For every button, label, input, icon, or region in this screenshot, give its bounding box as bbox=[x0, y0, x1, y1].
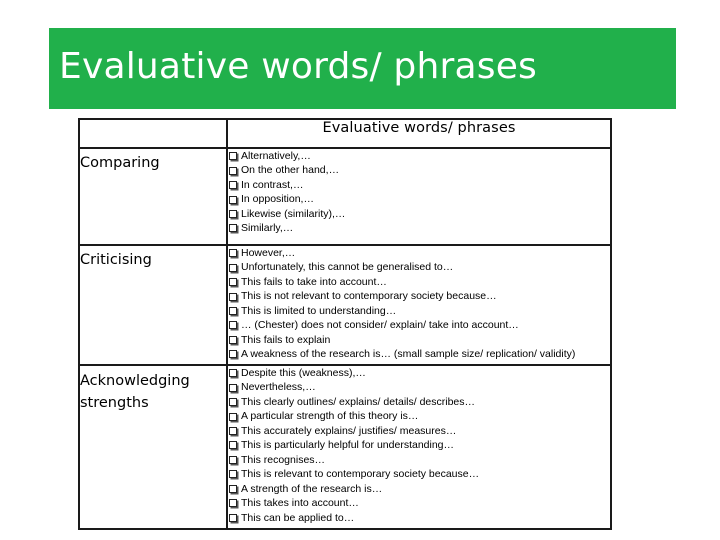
list-item bbox=[228, 207, 610, 221]
list-item-text: This is particularly helpful for understanding… bbox=[241, 439, 455, 452]
list-item bbox=[228, 409, 610, 423]
table-row-comparing bbox=[79, 148, 611, 245]
list-item-text: In contrast,… bbox=[241, 178, 304, 191]
list-item-text: Alternatively,… bbox=[241, 150, 311, 162]
list-item bbox=[228, 438, 610, 452]
category-cell bbox=[79, 245, 227, 365]
slide-title-bar bbox=[49, 28, 676, 109]
list-item bbox=[228, 178, 610, 192]
list-item bbox=[228, 289, 610, 303]
list-item-text: This is not relevant to contemporary society because… bbox=[241, 290, 497, 303]
checkbox-bullet-icon bbox=[229, 293, 237, 301]
items-cell bbox=[227, 148, 611, 245]
list-item-text: This clearly outlines/ explains/ details/ describes… bbox=[241, 395, 476, 408]
checkbox-bullet-icon bbox=[229, 181, 237, 189]
checkbox-bullet-icon bbox=[229, 278, 237, 286]
checkbox-bullet-icon bbox=[229, 264, 237, 272]
list-item-text: This fails to explain bbox=[241, 333, 331, 346]
list-item bbox=[228, 366, 610, 380]
list-item-text: A particular strength of this theory is… bbox=[241, 410, 419, 423]
list-item bbox=[228, 163, 610, 177]
list-item bbox=[228, 424, 610, 438]
checkbox-bullet-icon bbox=[229, 369, 237, 377]
phrase-list bbox=[228, 366, 610, 525]
phrase-list bbox=[228, 149, 610, 236]
checkbox-bullet-icon bbox=[229, 413, 237, 421]
list-item-text: This takes into account… bbox=[241, 497, 359, 510]
category-cell bbox=[79, 148, 227, 245]
list-item bbox=[228, 395, 610, 409]
list-item bbox=[228, 496, 610, 510]
checkbox-bullet-icon bbox=[229, 307, 237, 315]
list-item-text: This accurately explains/ justifies/ measures… bbox=[241, 424, 457, 437]
list-item-text: This is relevant to contemporary society because… bbox=[241, 468, 480, 481]
checkbox-bullet-icon bbox=[229, 485, 237, 493]
checkbox-bullet-icon bbox=[229, 210, 237, 218]
list-item bbox=[228, 318, 610, 332]
list-item-text: Similarly,… bbox=[241, 222, 294, 235]
list-item-text: A strength of the research is… bbox=[241, 482, 383, 495]
checkbox-bullet-icon bbox=[229, 470, 237, 478]
list-item bbox=[228, 347, 610, 361]
list-item-text: Unfortunately, this cannot be generalised to… bbox=[241, 261, 454, 274]
list-item bbox=[228, 275, 610, 289]
list-item bbox=[228, 333, 610, 347]
table-row-acknowledging-strengths bbox=[79, 365, 611, 529]
list-item bbox=[228, 192, 610, 206]
checkbox-bullet-icon bbox=[229, 321, 237, 329]
category-label: Acknowledging bbox=[80, 373, 190, 389]
list-item bbox=[228, 304, 610, 318]
checkbox-bullet-icon bbox=[229, 499, 237, 507]
items-cell bbox=[227, 365, 611, 529]
table-header: Evaluative words/ phrases bbox=[227, 119, 611, 148]
list-item-text: However,… bbox=[241, 247, 296, 259]
table-header-row bbox=[79, 119, 611, 148]
list-item bbox=[228, 149, 610, 163]
list-item bbox=[228, 482, 610, 496]
checkbox-bullet-icon bbox=[229, 514, 237, 522]
list-item-text: This can be applied to… bbox=[241, 511, 355, 524]
checkbox-bullet-icon bbox=[229, 398, 237, 406]
table-header-empty-cell bbox=[79, 119, 227, 148]
list-item-text: … (Chester) does not consider/ explain/ take into account… bbox=[241, 319, 519, 332]
checkbox-bullet-icon bbox=[229, 152, 237, 160]
list-item bbox=[228, 380, 610, 394]
slide-title: Evaluative words/ phrases bbox=[59, 46, 538, 87]
category-label: Comparing bbox=[80, 155, 160, 171]
category-label: Criticising bbox=[80, 252, 152, 268]
list-item-text: This is limited to understanding… bbox=[241, 304, 397, 317]
list-item-text: On the other hand,… bbox=[241, 164, 340, 177]
list-item-text: This fails to take into account… bbox=[241, 275, 387, 288]
list-item bbox=[228, 221, 610, 235]
category-cell bbox=[79, 365, 227, 529]
checkbox-bullet-icon bbox=[229, 427, 237, 435]
checkbox-bullet-icon bbox=[229, 441, 237, 449]
checkbox-bullet-icon bbox=[229, 196, 237, 204]
list-item-text: Despite this (weakness),… bbox=[241, 367, 366, 379]
checkbox-bullet-icon bbox=[229, 167, 237, 175]
list-item-text: A weakness of the research is… (small sample size/ replication/ validity) bbox=[241, 348, 576, 361]
checkbox-bullet-icon bbox=[229, 224, 237, 232]
list-item bbox=[228, 260, 610, 274]
items-cell bbox=[227, 245, 611, 365]
evaluative-words-table bbox=[78, 118, 612, 530]
list-item bbox=[228, 246, 610, 260]
checkbox-bullet-icon bbox=[229, 456, 237, 464]
list-item-text: Nevertheless,… bbox=[241, 381, 316, 394]
category-label: strengths bbox=[80, 395, 149, 411]
list-item bbox=[228, 511, 610, 525]
phrase-list bbox=[228, 246, 610, 362]
checkbox-bullet-icon bbox=[229, 350, 237, 358]
list-item bbox=[228, 453, 610, 467]
list-item-text: This recognises… bbox=[241, 453, 326, 466]
list-item-text: Likewise (similarity),… bbox=[241, 207, 346, 220]
checkbox-bullet-icon bbox=[229, 336, 237, 344]
list-item-text: In opposition,… bbox=[241, 193, 314, 206]
checkbox-bullet-icon bbox=[229, 384, 237, 392]
list-item bbox=[228, 467, 610, 481]
checkbox-bullet-icon bbox=[229, 249, 237, 257]
table-row-criticising bbox=[79, 245, 611, 365]
